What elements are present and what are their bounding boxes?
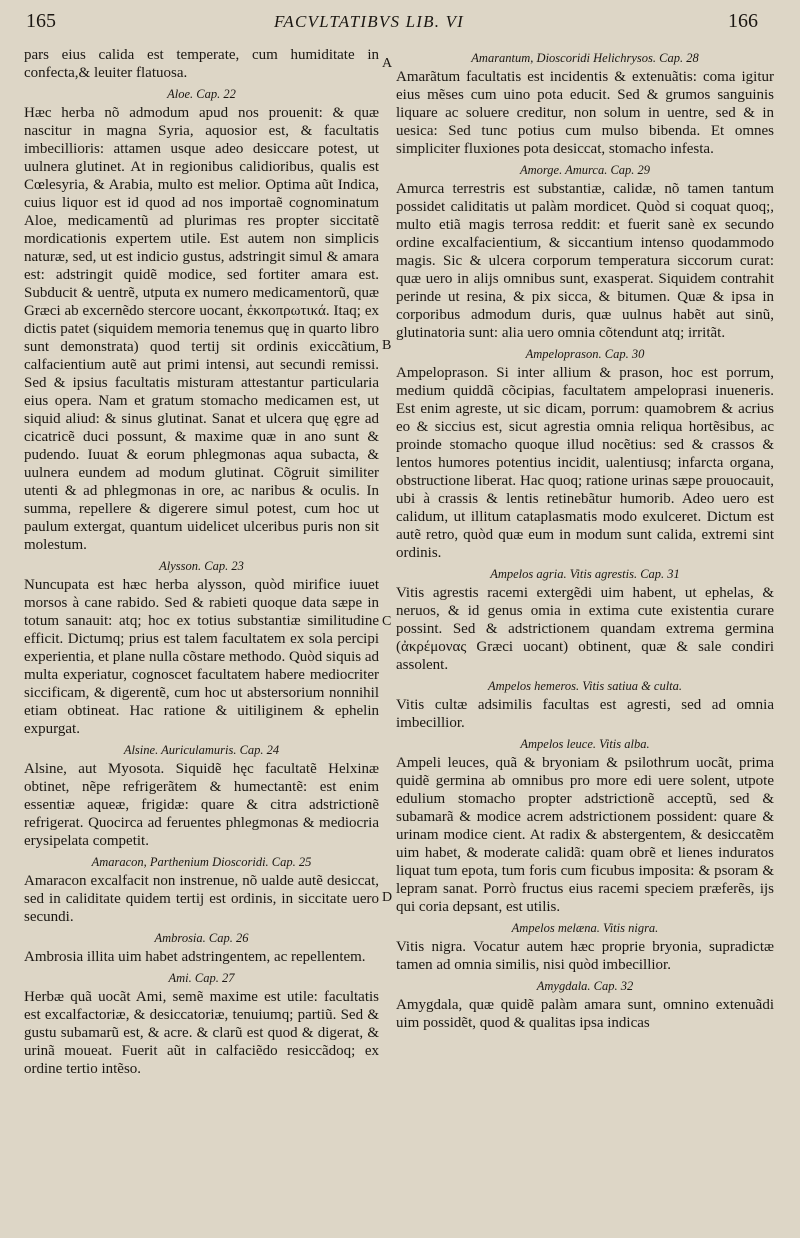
body-paragraph: pars eius calida est temperate, cum humiditate in confecta,& leuiter flatuosa. xyxy=(24,47,379,81)
right-text-column xyxy=(396,46,774,1228)
chapter-heading: Ampelos agria. Vitis agrestis. Cap. 31 xyxy=(490,567,680,581)
chapter-heading: Alysson. Cap. 23 xyxy=(159,559,244,573)
chapter-heading: Ampeloprason. Cap. 30 xyxy=(525,347,645,361)
chapter-heading: Aloe. Cap. 22 xyxy=(167,87,236,101)
left-page-number: 165 xyxy=(26,10,56,32)
body-paragraph: Amarãtum facultatis est incidentis & extenuãtis: coma igitur eius mẽses cum uino pota educit. Sed & grumos sanguinis liquare ac soluere creditur, non solum in uentre, sed & in uesica: Sed tunc potius cum mulso bibenda. Et omnes simpliciter fluxiones pota desiccat, stomacho infesta. xyxy=(396,69,774,157)
body-paragraph: Amurca terrestris est substantiæ, calidæ, nõ tamen tantum possidet caliditatis ut palàm mordicet. Quòd si coquat quoq;, multo etiã magis terrosa reddit: et fuerit sanè ex secundo ordine excalfacientium, & siccantium intenso quodammodo magis. Sic & ulcera corporum temperatura siccorum curat: quæ uero in alijs omnibus sunt, exasperat. Siquidem contrahit perinde ut resina, & pix sicca, & bitumen. Quæ & ipsa in corporibus admodum duris, quæ uulnus habẽt aut sinũ, glutinatoria sunt: alia uero omnia cõtendunt atq; irritãt. xyxy=(396,181,774,341)
chapter-heading: Amorge. Amurca. Cap. 29 xyxy=(519,163,651,177)
body-paragraph: Alsine, aut Myosota. Siquidẽ hęc facultatẽ Helxinæ obtinet, nẽpe refrigerãtem & humectantẽ: est enim essentiæ aqueæ, frigidæ: quare & citra adstrictionẽ refrigerat. Quocirca ad feruentes phlegmonas & mediocria erysipelata competit. xyxy=(24,761,379,849)
chapter-heading: Ami. Cap. 27 xyxy=(168,971,235,985)
body-paragraph: Amygdala, quæ quidẽ palàm amara sunt, omnino extenuãdi uim possidẽt, quod & qualitas ipsa indicas xyxy=(396,997,774,1031)
chapter-heading: Amaracon, Parthenium Dioscoridi. Cap. 25 xyxy=(91,855,312,869)
chapter-heading: Ampelos leuce. Vitis alba. xyxy=(520,737,650,751)
body-paragraph: Hæc herba nõ admodum apud nos prouenit: & quæ nascitur in magna Syria, aquosior est, & facultatis imbecillioris: attamen usque adeo desiccare potest, ut uulnera glutinet. At in regionibus calidioribus, qualis est Cœlesyria, & Arabia, multo est melior. Optima aũt Indica, cuius liquor est id quod ad nos importaẽ cognominatum Aloe, medicamentũ ad plurimas res propter siccitatẽ mordicationis expertem utile. Est autem non simplicis naturæ, sed, ut est indicio gustus, adstringit simul & amara est: adstringit quidẽ modice, sed fortiter amara est. Subducit & uentrẽ, utputa ex numero medicamentorũ, quæ Græci ab excernẽdo stercore uocant, ἐκκοπρωτικά. Itaq; ex dictis patet (siquidem memoria tenemus quę in quarto libro sunt demonstrata) quod tertij sit ordinis exiccãtium, calfacientium autẽ aut primi intensi, aut secundi remissi. Sed & ipsius facultatis misturam attestantur particularia eius opera. Nam et gratum stomacho medicamen est, ut siquid aliud: & sinus glutinat. Sanat et ulcera quę ęgre ad cicatricẽ duci possunt, & maxime quæ in ano sunt & pudendo. Iuuat & eorum phlegmonas aqua subacta, & uulnera eundem ad modum glutinat. Cõgruit similiter utenti & ad phlegmonas in ore, ac naribus & oculis. In summa, repellere & digerere simul potest, cum hoc ut paulum extergat, quantum uidelicet ulceribus puris non sit molestum. xyxy=(24,105,379,553)
running-title: FACVLTATIBVS LIB. VI xyxy=(274,12,465,31)
margin-letter-d: D xyxy=(382,890,393,905)
body-paragraph: Ambrosia illita uim habet adstringentem, ac repellentem. xyxy=(24,949,366,965)
chapter-heading: Ampelos melæna. Vitis nigra. xyxy=(511,921,659,935)
chapter-heading: Ampelos hemeros. Vitis satiua & culta. xyxy=(487,679,683,693)
chapter-heading: Amygdala. Cap. 32 xyxy=(536,979,634,993)
body-paragraph: Nuncupata est hæc herba alysson, quòd mirifice iuuet morsos à cane rabido. Sed & rabieti quoque data sæpe in totum sanauit: atq; hoc ex totius substantiæ similitudine efficit. Dictumq; prius est talem facultatem ex sola percipi experientia, et plane nulla cõstare methodo. Quòd siquis ad multa experiatur, cognoscet facultatem habere mediocriter siccificam, & digerentẽ, cum hoc ut abstersorium nonnihil etiam obtineat. Hac ratione & uitiliginem & ephelin expurgat. xyxy=(24,577,379,737)
margin-letter-c: C xyxy=(382,614,392,629)
body-paragraph: Vitis agrestis racemi extergẽdi uim habent, ut ephelas, & neruos, & id genus omia in extima cute existentia curare possint. Sed & adstrictionem quandam extrema germina (ἀκρέμονας Græci uocant) obtinent, quæ & sale condiri assolent. xyxy=(396,585,774,673)
body-paragraph: Vitis nigra. Vocatur autem hæc proprie bryonia, supradictæ tamen ad omnia similis, nisi quòd imbecillior. xyxy=(396,939,774,973)
margin-letter-a: A xyxy=(382,56,393,71)
chapter-heading: Ambrosia. Cap. 26 xyxy=(154,931,249,945)
chapter-heading: Alsine. Auriculamuris. Cap. 24 xyxy=(123,743,280,757)
left-text-column xyxy=(24,46,379,1228)
right-page-number: 166 xyxy=(728,10,758,32)
chapter-heading: Amarantum, Dioscoridi Helichrysos. Cap. 28 xyxy=(471,51,699,65)
body-paragraph: Ampeloprason. Si inter allium & prason, hoc est porrum, medium quiddã cõcipias, facultatem ampeloprasi inueneris. Est enim agreste, ut sic dicam, porrum: quamobrem & acrius eo & siccius est, sicut agrestia omnia reliqua hortẽsibus, ac proinde stomacho quoque illud nocẽtius: sed & crassos & lentos humores potentius incidit, ualentiusq; infarcta organa, obstructione liberat. Hac quoq; ratione urinas sæpe prouocauit, ubi à crassis & lentis retinebãtur humorib. Adeo uero est calidum, ut illitum cataplasmatis modo exulceret. Dictum est autẽ retro, quòd quæ eum in modum sunt calida, extremi sint ordinis. xyxy=(396,365,774,561)
body-paragraph: Amaracon excalfacit non instrenue, nõ ualde autẽ desiccat, sed in caliditate quidem tertij est ordinis, in siccitate uero secundi. xyxy=(24,873,379,925)
page-header xyxy=(0,0,800,42)
margin-letter-b: B xyxy=(382,338,392,353)
body-paragraph: Herbæ quã uocãt Ami, semẽ maxime est utile: facultatis est excalfactoriæ, & desiccatoriæ, tenuiumq; partiũ. Sed & gustu subamarũ est, & acre. & clarũ est quod & digerat, & urinã moueat. Fuerit aũt in calfaciẽdo resiccãdoq; ex ordine tertio intẽso. xyxy=(24,989,379,1077)
body-paragraph: Vitis cultæ adsimilis facultas est agresti, sed ad omnia imbecillior. xyxy=(396,697,774,731)
body-paragraph: Ampeli leuces, quã & bryoniam & psilothrum uocãt, prima quidẽ germina ab omnibus pro more edi uere solent, utpote edulium stomacho propter adstrictionẽ acceptũ, sed & subamarã & modice acrem adstrictionem possident: quare & urinam modice cient. At radix & abstergentem, & desiccatẽm uim habet, & moderate calidã: quam obrẽ et lienes induratos liquat tum epota, tum foris cum ficubus imposita: & psoram & lepram sanat. Porrò fructus eius racemi speciem præferẽs, ijs qui coria depsant, est utilis. xyxy=(396,755,774,915)
